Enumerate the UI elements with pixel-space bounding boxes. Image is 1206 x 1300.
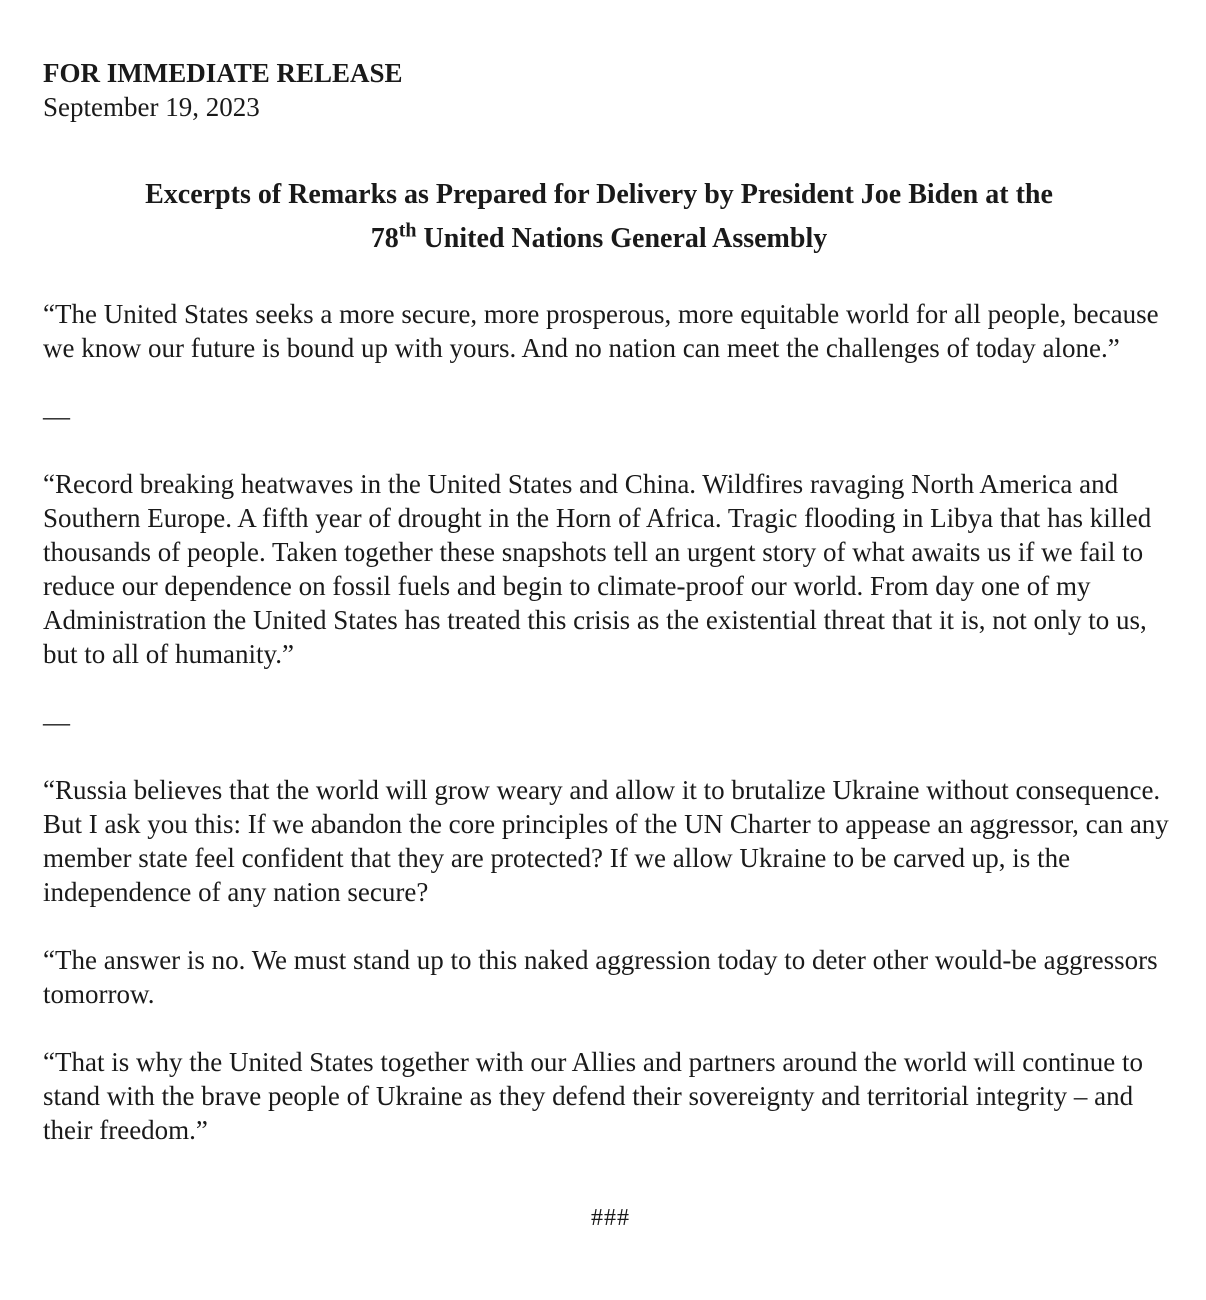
separator-dash-1: — — [43, 401, 70, 431]
quote-paragraph-5: “That is why the United States together with our Allies and partners around the world will continue to stand with the brave people of Ukraine as they defend their sovereignty and territorial integrity – and their freedom.” — [43, 1047, 1144, 1145]
quote-paragraph-2: “Record breaking heatwaves in the United States and China. Wildfires ravaging North America and Southern Europe. A fifth year of drought in the Horn of Africa. Tragic flooding in Libya that has killed thousands of people. Taken together these snapshots tell an urgent story of what awaits us if we fail to reduce our dependence on fossil fuels and begin to climate-proof our world. From day one of my Administration the United States has treated this crisis as the existential threat that it is, not only to us, but to all of humanity.” — [43, 469, 1152, 669]
title-ordinal-suffix: th — [398, 219, 417, 242]
quote-paragraph-4: “The answer is no. We must stand up to this naked aggression today to deter other would-be aggressors tomorrow. — [43, 945, 1158, 1009]
title-line-1: Excerpts of Remarks as Prepared for Delivery by President Joe Biden at the — [145, 179, 1053, 210]
separator-dash-2: — — [43, 707, 70, 737]
document-title — [19, 173, 1179, 261]
release-date: September 19, 2023 — [43, 92, 260, 122]
title-line-2 — [19, 217, 1179, 261]
title-ordinal-number: 78 — [370, 223, 399, 254]
release-label: FOR IMMEDIATE RELEASE — [43, 58, 403, 88]
quote-paragraph-3: “Russia believes that the world will grow weary and allow it to brutalize Ukraine without consequence. But I ask you this: If we abandon the core principles of the UN Charter to appease an aggressor, can any member state feel confident that they are protected? If we allow Ukraine to be carved up, is the independence of any nation secure? — [43, 775, 1169, 907]
end-mark: ### — [591, 1205, 630, 1231]
quote-paragraph-1: “The United States seeks a more secure, more prosperous, more equitable world for all people, because we know our future is bound up with yours. And no nation can meet the challenges of today alone.” — [43, 299, 1159, 363]
title-line-2-text: United Nations General Assembly — [416, 223, 828, 254]
press-release-document — [43, 56, 1178, 1235]
